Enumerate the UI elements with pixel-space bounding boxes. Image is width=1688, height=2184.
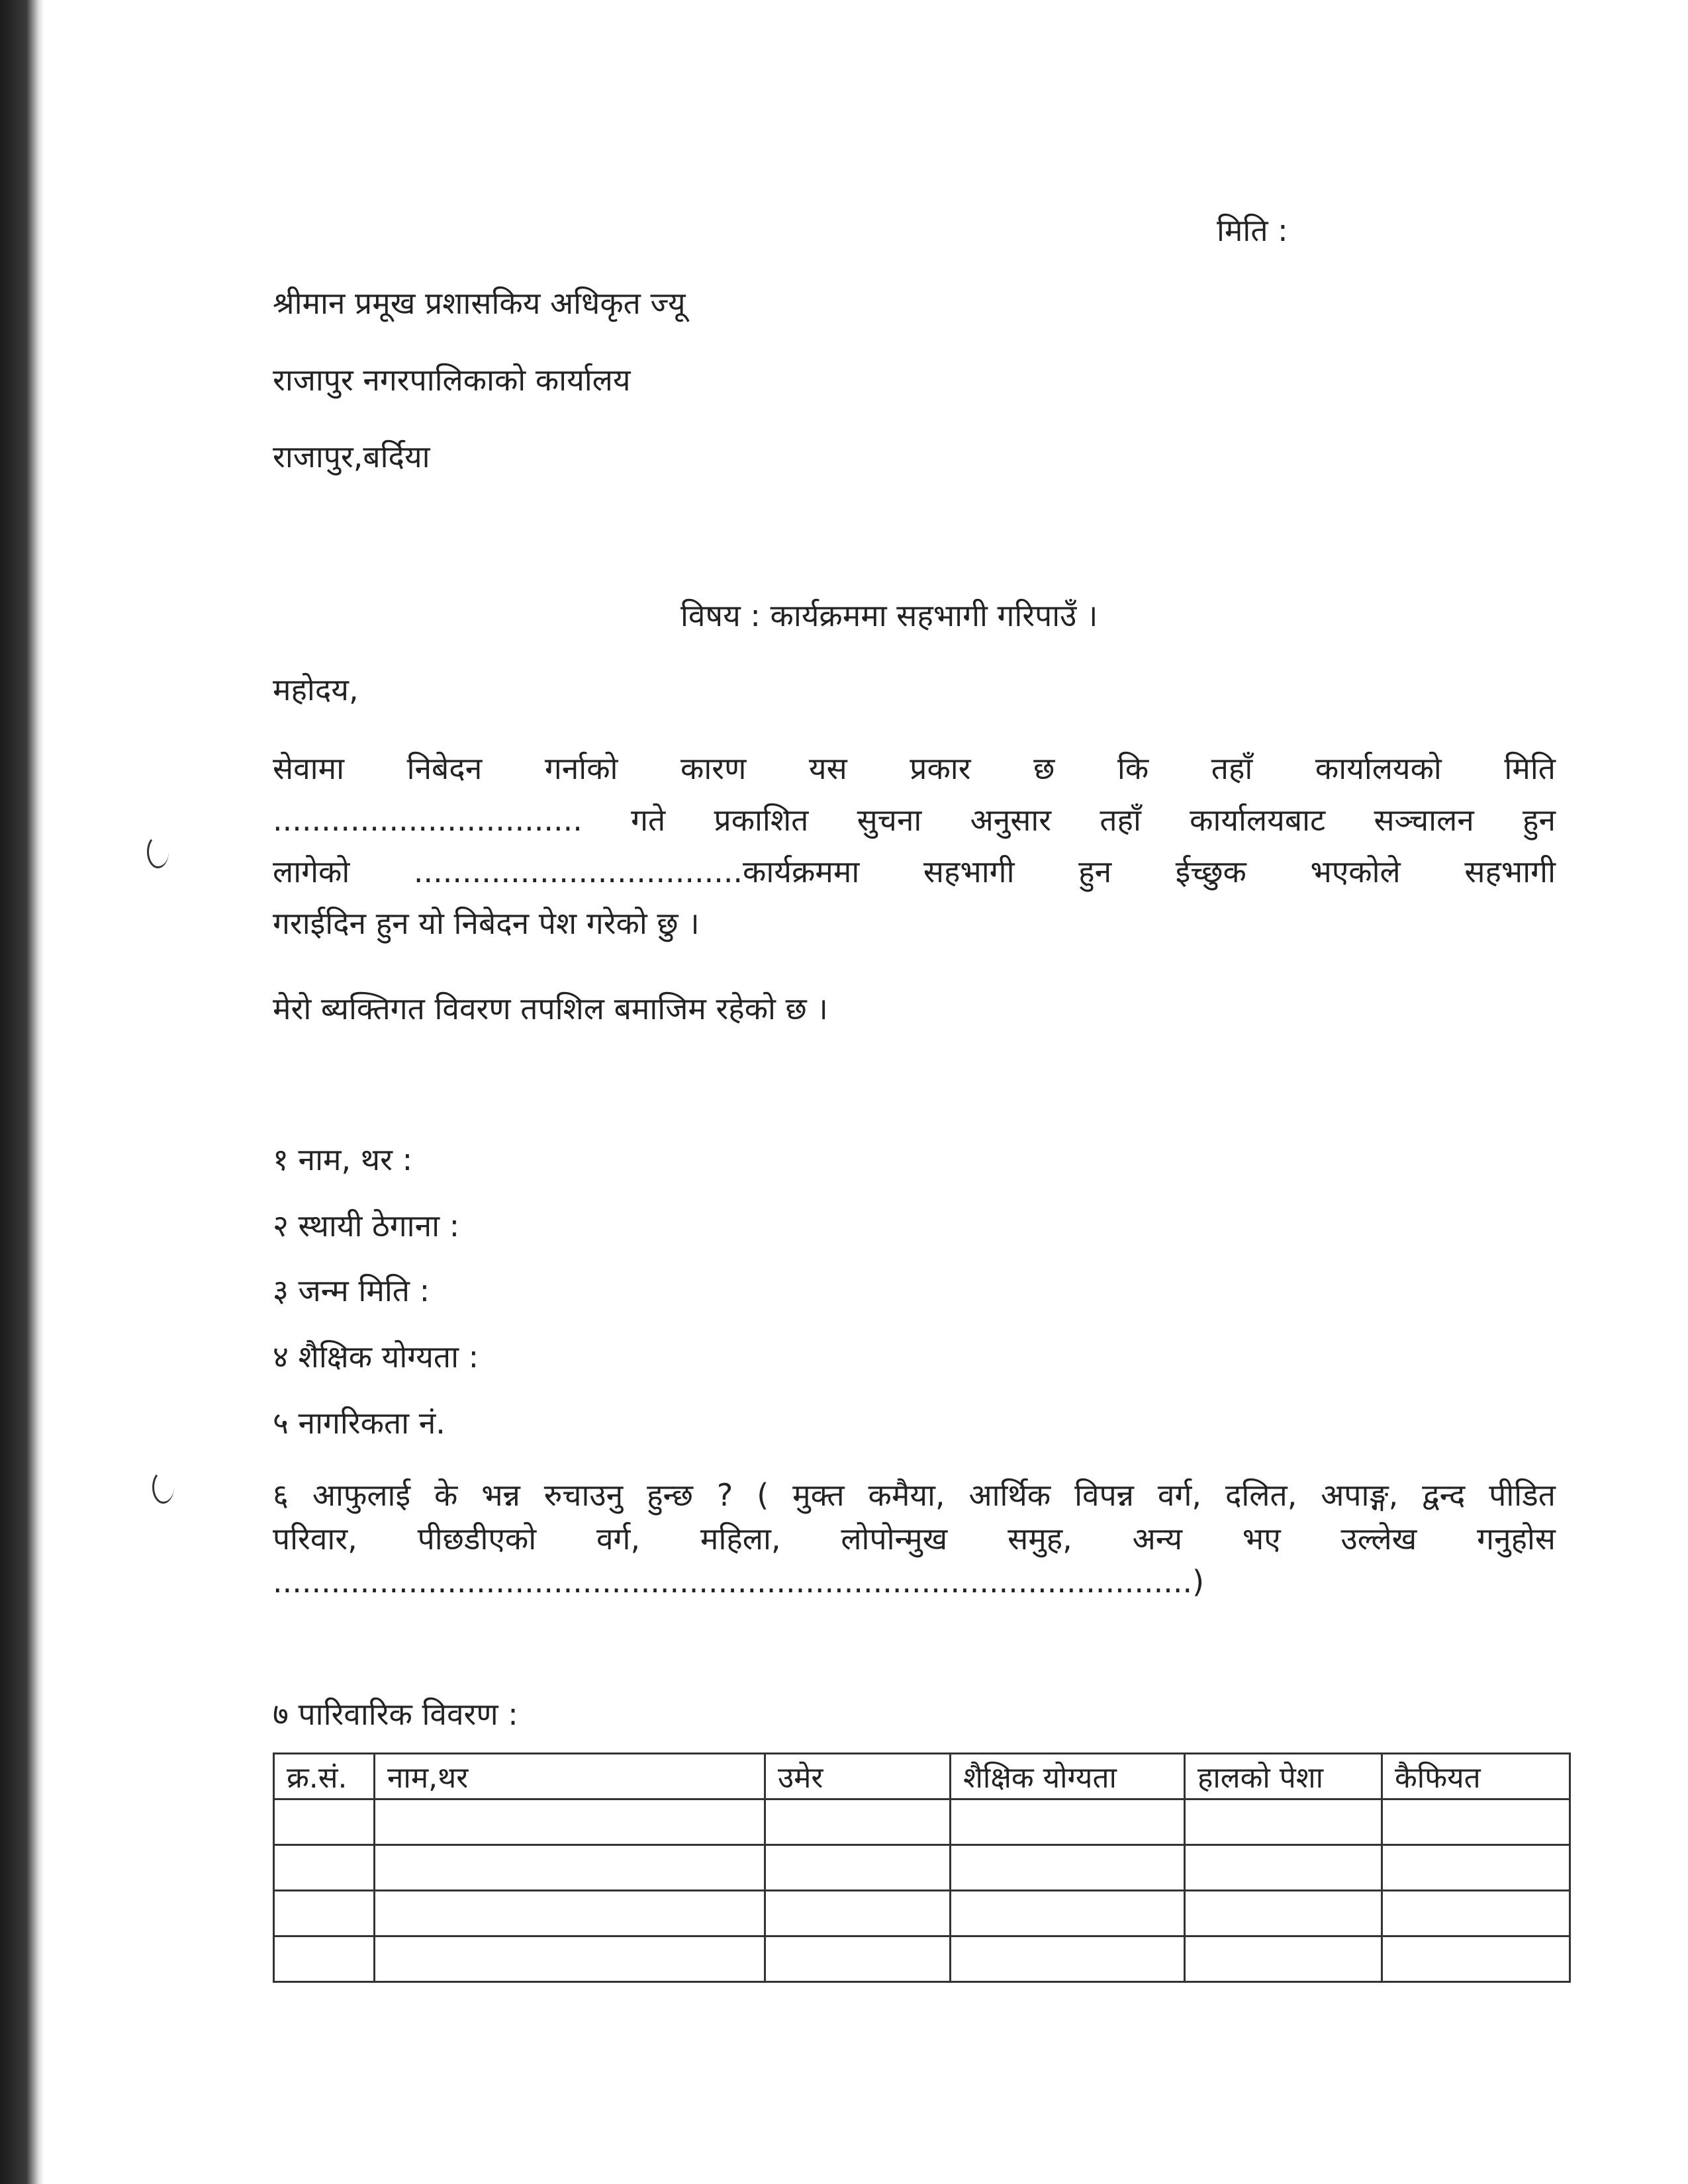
recipient-title: श्रीमान प्रमूख प्रशासकिय अधिकृत ज्यू — [273, 285, 686, 321]
table-cell[interactable] — [765, 1799, 951, 1845]
table-cell[interactable] — [951, 1891, 1185, 1936]
family-heading: ७ पारिवारिक विवरण : — [273, 1696, 518, 1732]
details-intro: मेरो ब्यक्तिगत विवरण तपशिल बमाजिम रहेको छ । — [273, 991, 828, 1026]
header-age: उमेर — [765, 1754, 951, 1799]
field-birth-date: ३ जन्म मिति : — [273, 1273, 430, 1308]
header-remarks: कैफियत — [1382, 1754, 1570, 1799]
table-cell[interactable] — [1382, 1936, 1570, 1982]
table-header-row — [274, 1754, 1570, 1799]
punch-hole-mark — [147, 835, 169, 868]
body-line-1: सेवामा निबेदन गर्नाको कारण यस प्रकार छ कि तहाँ कार्यालयको मिति — [273, 751, 1556, 786]
field-citizenship-number: ५ नागरिकता नं. — [273, 1405, 445, 1441]
table-row — [274, 1891, 1570, 1936]
question6-line-2: परिवार, पीछडीएको वर्ग, महिला, लोपोन्मुख समुह, अन्य भए उल्लेख गनुहोस — [273, 1521, 1556, 1557]
table-cell[interactable] — [1382, 1799, 1570, 1845]
table-cell[interactable] — [951, 1845, 1185, 1891]
table-cell[interactable] — [375, 1845, 765, 1891]
table-cell[interactable] — [274, 1936, 375, 1982]
field-name: १ नाम, थर : — [273, 1142, 413, 1177]
header-serial-number: क्र.सं. — [274, 1754, 375, 1799]
table-cell[interactable] — [951, 1799, 1185, 1845]
table-cell[interactable] — [1382, 1845, 1570, 1891]
table-cell[interactable] — [1185, 1891, 1382, 1936]
table-cell[interactable] — [1185, 1936, 1382, 1982]
body-line-2: ................................ गते प्रकाशित सुचना अनुसार तहाँ कार्यालयबाट सञ्चालन हुन — [273, 802, 1556, 838]
table-cell[interactable] — [951, 1936, 1185, 1982]
table-row — [274, 1799, 1570, 1845]
family-details-table — [273, 1752, 1571, 1983]
table-cell[interactable] — [274, 1845, 375, 1891]
header-name: नाम,थर — [375, 1754, 765, 1799]
table-cell[interactable] — [765, 1936, 951, 1982]
table-cell[interactable] — [765, 1845, 951, 1891]
table-row — [274, 1936, 1570, 1982]
table-row — [274, 1845, 1570, 1891]
body-line-4: गराईदिन हुन यो निबेदन पेश गरेको छु । — [273, 905, 700, 941]
punch-hole-mark — [152, 1471, 174, 1504]
recipient-address: राजापुर,बर्दिया — [273, 439, 430, 475]
table-cell[interactable] — [375, 1891, 765, 1936]
salutation: महोदय, — [273, 672, 359, 707]
table-cell[interactable] — [1185, 1845, 1382, 1891]
table-cell[interactable] — [274, 1799, 375, 1845]
question6-line-3: ...............................................................................................) — [273, 1564, 1205, 1600]
recipient-office: राजापुर नगरपालिकाको कार्यालय — [273, 362, 631, 398]
table-cell[interactable] — [375, 1936, 765, 1982]
table-cell[interactable] — [1185, 1799, 1382, 1845]
question6-line-1: ६ आफुलाई के भन्न रुचाउनु हुन्छ ? ( मुक्त कमैया, आर्थिक विपन्न वर्ग, दलित, अपाङ्ग, द्वन्द पीडित — [273, 1477, 1556, 1513]
scan-edge — [0, 0, 44, 2184]
field-permanent-address: २ स्थायी ठेगाना : — [273, 1208, 460, 1244]
subject-line: विषय : कार्यक्रममा सहभागी गरिपाउँ । — [680, 598, 1098, 633]
field-education: ४ शैक्षिक योग्यता : — [273, 1339, 479, 1375]
table-cell[interactable] — [765, 1891, 951, 1936]
table-cell[interactable] — [1382, 1891, 1570, 1936]
header-occupation: हालको पेशा — [1185, 1754, 1382, 1799]
date-label: मिति : — [1217, 212, 1288, 248]
table-cell[interactable] — [274, 1891, 375, 1936]
body-line-3: लागेको ..................................कार्यक्रममा सहभागी हुन ईच्छुक भएकोले सहभागी — [273, 854, 1556, 889]
table-cell[interactable] — [375, 1799, 765, 1845]
header-education: शैक्षिक योग्यता — [951, 1754, 1185, 1799]
